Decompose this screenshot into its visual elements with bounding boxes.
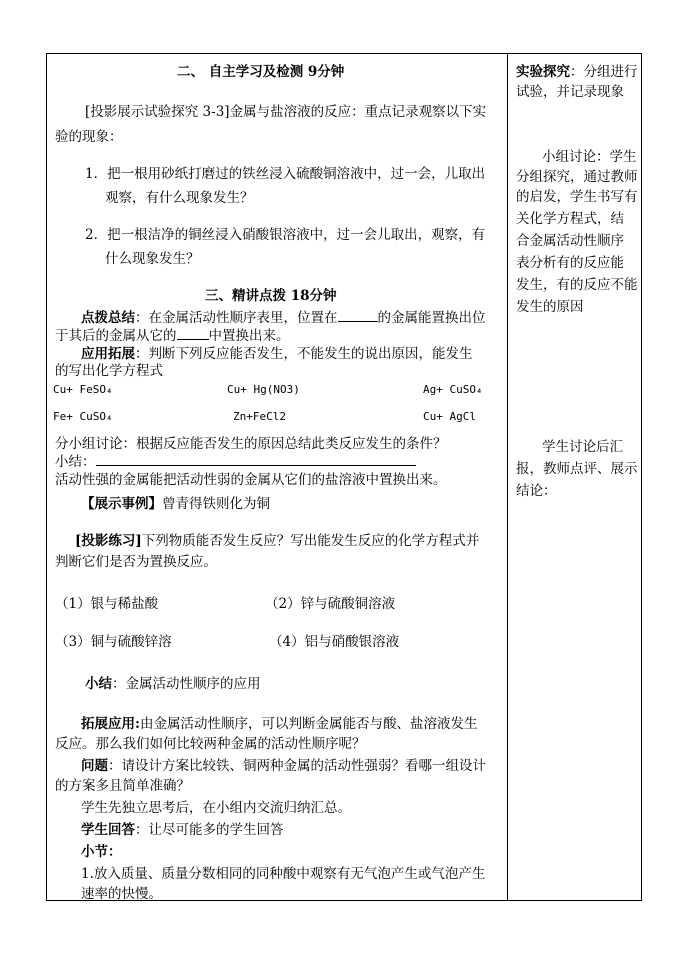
answer-line [81,820,284,840]
small-summary-line [55,452,416,472]
summary-line-2 [55,325,290,346]
extend-label: 拓展应用: [81,716,140,732]
group-discuss: 分小组讨论：根据反应能否发生的原因总结此类反应发生的条件？ [55,436,447,452]
equation-1: Cu+ FeSO₄ [53,383,113,396]
main-column [47,54,507,900]
think-line: 学生先独立思考后，在小组内交流归纳汇总。 [81,800,351,816]
xiaojie-line [85,674,261,694]
point-1-line-2: 速率的快慢。 [81,886,162,902]
point-1-line-1: 1.放入质量、质量分数相同的同种酸中观察有无气泡产生或气泡产生 [81,866,486,882]
item-1-line-1: 1．把一根用砂纸打磨过的铁丝浸入硫酸铜溶液中，过一会，儿取出 [85,166,486,182]
summary-text-b: 的金属能置换出位 [377,310,486,326]
section-2-title: 二、 自主学习及检测 9分钟 [177,64,345,80]
example-text: 曾青得铁则化为铜 [162,496,270,512]
section-note-label: 小节 [81,844,108,860]
section-note-colon: ： [108,844,122,860]
guide-line-6: 表分析有的反应能 [516,255,624,271]
practice-line-1 [75,531,479,551]
example-line [81,494,270,514]
practice-label: [投影练习] [75,533,142,549]
experiment-text: ：分组进行 [570,64,638,80]
discuss-line-2: 报，教师点评、展示 [516,461,638,477]
item-2-line-2: 什么现象发生？ [105,251,200,267]
guide-line-3: 的启发，学生书写有 [516,189,638,205]
equation-2: Cu+ Hg(NO3) [227,383,300,396]
question-line-1 [81,756,486,776]
answer-label: 学生回答 [81,822,135,838]
apply-line-2: 的写出化学方程式 [55,363,163,379]
summary-text-l2a: 于其后的金属从它的 [55,328,177,344]
guide-line-1: 小组讨论：学生 [542,149,637,165]
experiment-label: 实验探究 [516,64,570,80]
apply-text: ：判断下列反应能否发生，不能发生的说出原因，能发生 [135,346,473,362]
extend-line-1 [81,714,477,734]
experiment-line-1 [516,62,638,82]
practice-line-2: 判断它们是否为置换反应。 [55,554,217,570]
practice-text: 下列物质能否发生反应？写出能发生反应的化学方程式并 [141,533,480,549]
equation-6: Cu+ AgCl [423,410,476,423]
side-column [508,54,643,900]
lesson-table [46,53,642,901]
item-1-line-2: 观察，有什么现象发生？ [105,190,254,206]
discuss-line-1: 学生讨论后汇 [542,439,623,455]
section-3-title: 三、精讲点拨 18分钟 [205,288,337,304]
intro-line-1: [投影展示试验探究 3-3]金属与盐溶液的反应：重点记录观察以下实 [85,104,487,120]
option-4: （4）铝与硝酸银溶液 [269,634,400,650]
answer-text: ：让尽可能多的学生回答 [135,822,284,838]
xiaojie-label: 小结 [85,676,112,692]
small-summary-label: 小结： [55,454,96,470]
summary-text-l2b: 中置换出来。 [208,328,290,344]
intro-line-2: 验的现象： [55,129,123,145]
discuss-line-3: 结论： [516,483,557,499]
item-2-line-1: 2．把一根洁净的铜丝浸入硝酸银溶液中，过一会儿取出，观察，有 [85,227,486,243]
experiment-line-2: 试验，并记录现象 [516,84,624,100]
guide-line-2: 分组探究，通过教师 [516,169,638,185]
extend-text: 由金属活动性顺序，可以判断金属能否与酸、盐溶液发生 [139,716,478,732]
apply-label: 应用拓展 [81,346,135,362]
question-label: 问题 [81,758,108,774]
rule-text: 活动性强的金属能把活动性弱的金属从它们的盐溶液中置换出来。 [55,472,447,488]
guide-line-5: 合金属活动性顺序 [516,233,624,249]
section-note [81,842,122,862]
summary-label: 点拨总结 [81,310,135,326]
guide-line-4: 关化学方程式，结 [516,211,624,227]
blank-position [338,307,378,322]
question-line-2: 的方案多且简单准确？ [55,778,190,794]
xiaojie-text: ：金属活动性顺序的应用 [112,676,261,692]
option-1: （1）银与稀盐酸 [55,596,159,612]
equation-5: Zn+FeCl2 [233,410,286,423]
equation-4: Fe+ CuSO₄ [53,410,113,423]
blank-solution [177,325,209,340]
summary-text-a: ：在金属活动性顺序表里，位置在 [135,310,338,326]
extend-line-2: 反应。那么我们如何比较两种金属的活动性顺序呢？ [55,736,366,752]
guide-line-8: 发生的原因 [516,299,584,315]
equation-3: Ag+ CuSO₄ [423,383,483,396]
example-label: 【展示事例】 [81,496,162,512]
guide-line-7: 发生，有的反应不能 [516,277,638,293]
question-text: ：请设计方案比较铁、铜两种金属的活动性强弱？看哪一组设计 [108,758,486,774]
blank-summary [96,453,416,466]
option-2: （2）锌与硫酸铜溶液 [265,596,396,612]
option-3: （3）铜与硫酸锌溶 [55,634,172,650]
